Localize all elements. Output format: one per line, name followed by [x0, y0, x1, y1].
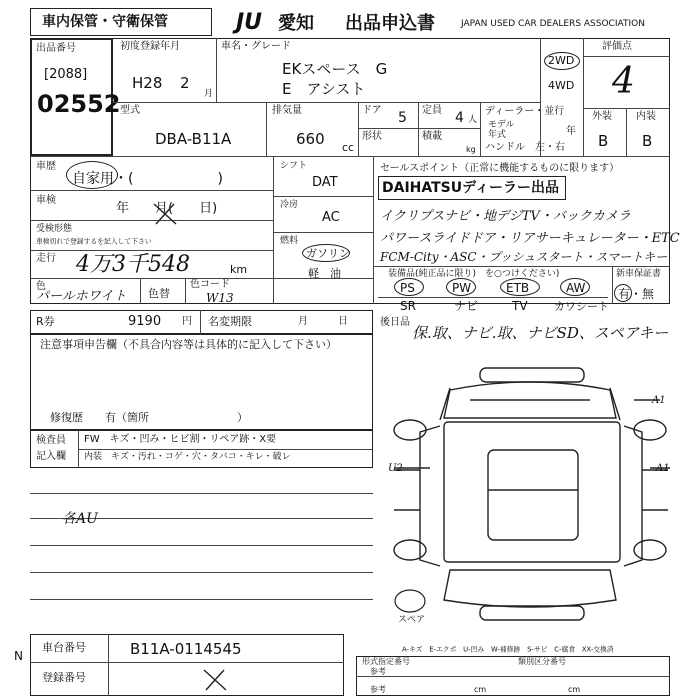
color-value: パールホワイト	[36, 289, 127, 304]
history-value: 自家用・( )	[72, 171, 223, 187]
listing-sub-number: [2088]	[44, 67, 88, 82]
cm-unit-1: cm	[474, 685, 487, 694]
ju-logo: JU	[236, 10, 263, 35]
capacity-label: 定員	[422, 105, 442, 116]
shape-label: 形状	[362, 131, 382, 142]
exterior-grade: B	[598, 132, 609, 150]
color-label: 色	[36, 281, 46, 292]
inspection-label: 車検	[36, 195, 56, 206]
chassis-value: B11A-0114545	[130, 640, 242, 658]
cooling-label: 冷房	[280, 200, 299, 210]
handwritten-note: 各AU	[62, 511, 98, 527]
reg-month: 2	[180, 74, 190, 92]
history-label: 車歴	[36, 161, 56, 172]
grid-line	[373, 266, 670, 267]
mark-a1-side: A1	[656, 463, 670, 474]
first-reg-label: 初度登録年月	[120, 41, 180, 52]
notes-line	[30, 545, 373, 546]
exterior-label: 外装	[592, 111, 612, 122]
grid-line	[30, 250, 273, 251]
grid-line	[78, 449, 373, 450]
grid-line	[273, 196, 373, 197]
declaration-label: 注意事項申告欄（不具合内容等は具体的に記入して下さい）	[40, 338, 337, 351]
keep-note: 車内保管・守衛保管	[42, 14, 168, 30]
handle-label: ハンドル 左・右	[485, 142, 565, 153]
cross-mark	[150, 200, 180, 228]
era-year: H28	[132, 74, 163, 92]
rear-items-label: 後日品	[380, 317, 410, 328]
grid-line	[140, 278, 141, 304]
association-name: JAPAN USED CAR DEALERS ASSOCIATION	[461, 19, 645, 29]
displacement-label: 排気量	[272, 105, 302, 116]
grid-line	[418, 102, 419, 156]
fuel-diesel: 軽 油	[308, 267, 341, 280]
deadline-label: 名変期限	[208, 315, 252, 328]
inspector-label: 検査員	[36, 435, 66, 446]
exam-form-note: 車検切れで登録するを記入して下さい	[36, 237, 152, 246]
equip-ps: PS	[400, 281, 415, 295]
shift-value: DAT	[312, 175, 338, 190]
score-value: 4	[612, 61, 635, 102]
deadline-value: 月 日	[298, 316, 348, 327]
inspection-value: 年 月( 日)	[116, 201, 218, 216]
grid-line	[30, 190, 273, 191]
selling-line-2: パワースライドドア・リアサーキュレーター・ETC	[380, 231, 680, 246]
selling-line-1: イクリプスナビ・地デジTV・バックカメラ	[380, 209, 631, 224]
entry-label: 記入欄	[36, 451, 66, 462]
drive-2wd: 2WD	[548, 54, 575, 67]
car-name: EKスペース G	[282, 60, 388, 78]
grid-line	[356, 676, 670, 677]
model-year-sub: 年式	[488, 130, 507, 140]
capacity-unit: 人	[468, 115, 478, 125]
selling-line-3: FCM-City・ASC・プッシュスタート・スマートキー	[380, 250, 668, 264]
model-year-label: モデル	[488, 120, 515, 130]
grid-line	[583, 56, 670, 57]
brand-line: DAIHATSUディーラー出品	[382, 180, 560, 196]
equip-pw: PW	[452, 281, 472, 295]
grid-line	[273, 156, 274, 304]
load-label: 積載	[422, 131, 442, 142]
grid-line	[113, 102, 540, 103]
ref-label-1: 参考	[370, 667, 386, 676]
grid-line	[358, 102, 359, 156]
warranty-label: 新車保証書	[616, 269, 662, 279]
car-name-label: 車名・グレード	[221, 41, 291, 52]
selling-points-label: セールスポイント（正常に機能するものに限ります）	[380, 163, 620, 174]
warranty-value: 有・無	[618, 287, 655, 301]
notes-line	[30, 493, 373, 494]
capacity: 4	[455, 110, 464, 126]
cross-mark	[200, 666, 230, 694]
equip-navi: ナビ	[454, 299, 479, 313]
fw-row: FW キズ・凹み・ヒビ割・リペア跡・X要	[84, 434, 277, 445]
grid-line	[612, 266, 613, 304]
grid-line	[216, 38, 217, 102]
grid-line	[273, 232, 373, 233]
cm-unit-2: cm	[568, 685, 581, 694]
repair-history: 修復歴 有（箇所 ）	[50, 411, 248, 424]
mark-a1-top: A1	[652, 395, 666, 406]
ref-label-2: 参考	[370, 685, 386, 694]
mileage: 4万3千548	[76, 252, 190, 277]
interior-label: 内装	[636, 111, 656, 122]
year-unit: 年	[566, 126, 576, 137]
load-unit: kg	[466, 145, 476, 154]
color-code: W13	[206, 291, 234, 305]
cooling-value: AC	[322, 210, 340, 225]
grid-line	[626, 108, 627, 156]
interior-grade: B	[642, 132, 653, 150]
color-change-label: 色替	[148, 287, 170, 300]
car-grade: E アシスト	[282, 80, 366, 98]
damage-legend: A-キズ E-エクボ U-凹み W-補修跡 S-サビ C-腐食 XX-交換済	[402, 645, 614, 654]
recycle-amount: 9190	[128, 314, 162, 329]
displacement-unit: cc	[342, 141, 355, 154]
month-unit: 月	[204, 89, 214, 99]
mileage-label: 走行	[36, 253, 56, 264]
fuel-label: 燃料	[280, 236, 299, 246]
listing-number-label: 出品番号	[36, 43, 76, 54]
equip-aw: AW	[566, 281, 586, 295]
interior-row: 内装 キズ・汚れ・コゲ・穴・タバコ・キレ・破レ	[84, 452, 291, 462]
fuel-gas: ガソリン	[306, 247, 350, 260]
grid-line	[373, 156, 374, 304]
form-title: 出品申込書	[345, 13, 435, 34]
drive-4wd: 4WD	[548, 79, 575, 92]
sheet-a-label: 形式指定番号	[362, 657, 410, 666]
grid-line	[358, 128, 480, 129]
score-label: 評価点	[602, 41, 632, 52]
grid-line	[108, 634, 109, 696]
grid-line	[30, 156, 670, 157]
equip-leather: カワシート	[554, 300, 609, 313]
grid-line	[30, 662, 344, 663]
mileage-unit: km	[230, 263, 248, 276]
mark-u2-left: U2	[388, 463, 403, 474]
equipment-label: 装備品(純正品に限り) を○つけください)	[388, 269, 560, 279]
shift-label: シフト	[280, 161, 308, 171]
reg-number-label: 登録番号	[42, 671, 86, 684]
grid-line	[200, 310, 201, 334]
spare-tire-icon	[393, 588, 427, 614]
displacement: 660	[296, 130, 325, 148]
grid-line	[185, 278, 186, 304]
equip-tv: TV	[512, 299, 528, 313]
grid-line	[480, 102, 481, 156]
side-mark: N	[14, 649, 23, 663]
spare-label: スペア	[398, 615, 426, 625]
yen-unit: 円	[182, 316, 192, 327]
listing-number: 02552	[37, 90, 121, 118]
grid-line	[266, 102, 267, 156]
rear-items-value: 保.取、ナビ.取、ナビSD、スペアキー	[412, 324, 669, 342]
dealer-import: ディーラー・並行	[485, 106, 565, 117]
chassis-label: 車台番号	[42, 641, 86, 654]
org-name: 愛知	[278, 13, 314, 34]
notes-line	[30, 572, 373, 573]
model-code: DBA-B11A	[155, 130, 232, 148]
grid-line	[378, 297, 608, 298]
model-label: 型式	[120, 105, 140, 116]
notes-line	[30, 599, 373, 600]
door-label: ドア	[362, 105, 382, 116]
equip-sr: SR	[400, 299, 416, 313]
equip-etb: ETB	[506, 281, 530, 295]
sheet-b-label: 類別区分番号	[518, 657, 566, 666]
color-code-label: 色コード	[190, 279, 230, 290]
exam-form-label: 受検形態	[36, 224, 73, 234]
grid-line	[540, 38, 541, 156]
doors: 5	[398, 110, 407, 126]
recycle-label: R券	[36, 315, 55, 328]
